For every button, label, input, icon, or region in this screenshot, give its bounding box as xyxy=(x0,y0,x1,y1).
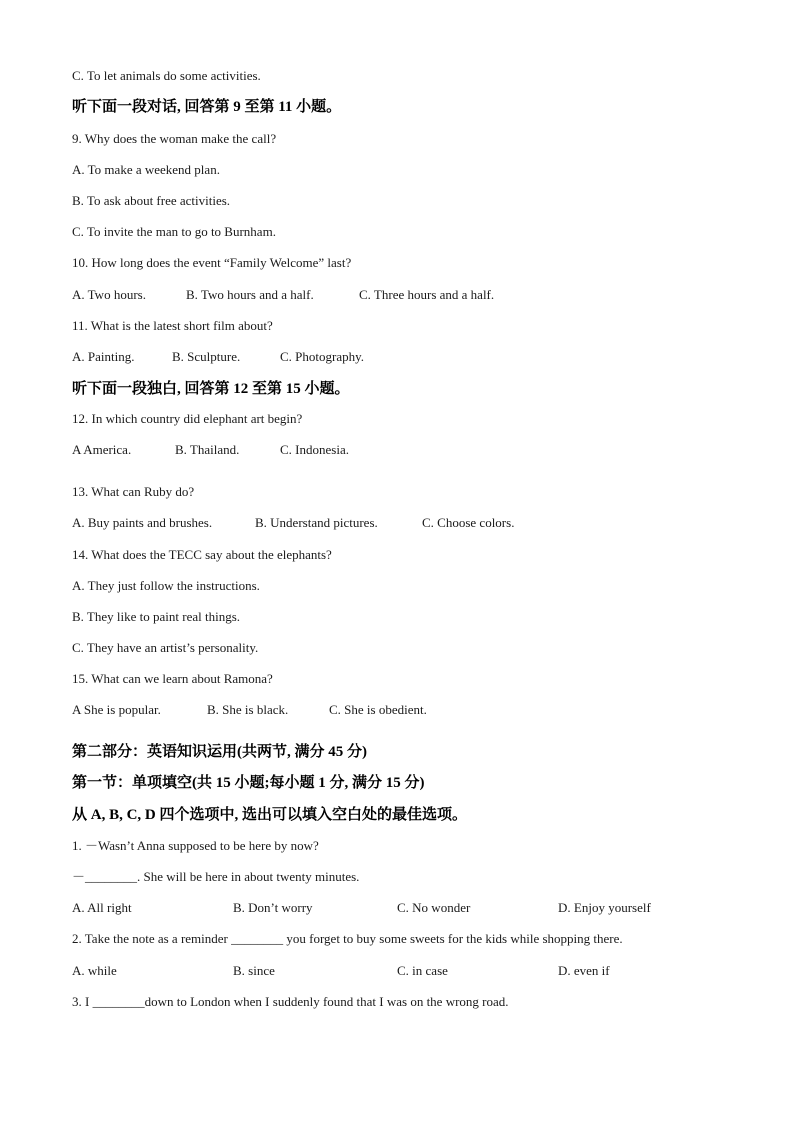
item-1-response: －________. She will be here in about twenty minutes. xyxy=(72,869,360,884)
question-10-option-a: A. Two hours. xyxy=(72,287,146,302)
question-12: 12. In which country did elephant art begin? xyxy=(72,411,303,426)
question-13-option-c: C. Choose colors. xyxy=(422,515,515,530)
question-10-option-b: B. Two hours and a half. xyxy=(186,287,314,302)
question-13-option-a: A. Buy paints and brushes. xyxy=(72,515,213,530)
question-15-option-c: C. She is obedient. xyxy=(329,702,427,717)
question-13-option-b: B. Understand pictures. xyxy=(255,515,378,530)
question-9-option-a: A. To make a weekend plan. xyxy=(72,162,220,177)
question-11-option-a: A. Painting. xyxy=(72,349,135,364)
item-2-option-b: B. since xyxy=(233,963,275,978)
question-12-option-a: A America. xyxy=(72,442,132,457)
question-9-option-b: B. To ask about free activities. xyxy=(72,193,231,208)
item-1-option-c: C. No wonder xyxy=(397,900,471,915)
question-10: 10. How long does the event “Family Welcome” last? xyxy=(72,255,352,270)
question-14-option-b: B. They like to paint real things. xyxy=(72,609,241,624)
question-13: 13. What can Ruby do? xyxy=(72,484,195,499)
section-instruction-dialogue: 听下面一段对话, 回答第 9 至第 11 小题。 xyxy=(72,99,342,115)
question-11-option-b: B. Sculpture. xyxy=(172,349,241,364)
question-14: 14. What does the TECC say about the elephants? xyxy=(72,547,332,562)
question-11: 11. What is the latest short film about? xyxy=(72,318,273,333)
question-9-option-c: C. To invite the man to go to Burnham. xyxy=(72,224,276,239)
question-10-option-c: C. Three hours and a half. xyxy=(359,287,495,302)
question-15-option-b: B. She is black. xyxy=(207,702,289,717)
question-15: 15. What can we learn about Ramona? xyxy=(72,671,273,686)
question-14-option-c: C. They have an artist’s personality. xyxy=(72,640,259,655)
item-2-prompt: 2. Take the note as a reminder ________ you forget to buy some sweets for the kids while shopping there. xyxy=(72,931,623,946)
item-1-prompt: 1. －Wasn’t Anna supposed to be here by now? xyxy=(72,838,319,853)
question-9: 9. Why does the woman make the call? xyxy=(72,131,277,146)
item-2-option-a: A. while xyxy=(72,963,117,978)
question-8-option-c: C. To let animals do some activities. xyxy=(72,68,261,83)
item-3-prompt: 3. I ________down to London when I suddenly found that I was on the wrong road. xyxy=(72,994,509,1009)
question-12-option-b: B. Thailand. xyxy=(175,442,240,457)
question-14-option-a: A. They just follow the instructions. xyxy=(72,578,260,593)
item-2-option-d: D. even if xyxy=(558,963,610,978)
section-one-heading: 第一节：单项填空(共 15 小题;每小题 1 分, 满分 15 分) xyxy=(72,775,425,791)
section-one-instruction: 从 A, B, C, D 四个选项中, 选出可以填入空白处的最佳选项。 xyxy=(72,807,468,823)
question-12-option-c: C. Indonesia. xyxy=(280,442,349,457)
item-2-option-c: C. in case xyxy=(397,963,448,978)
question-11-option-c: C. Photography. xyxy=(280,349,365,364)
part-two-heading: 第二部分：英语知识运用(共两节, 满分 45 分) xyxy=(72,744,367,760)
item-1-option-a: A. All right xyxy=(72,900,132,915)
item-1-option-d: D. Enjoy yourself xyxy=(558,900,651,915)
question-15-option-a: A She is popular. xyxy=(72,702,161,717)
section-instruction-monologue: 听下面一段独白, 回答第 12 至第 15 小题。 xyxy=(72,381,350,397)
item-1-option-b: B. Don’t worry xyxy=(233,900,313,915)
